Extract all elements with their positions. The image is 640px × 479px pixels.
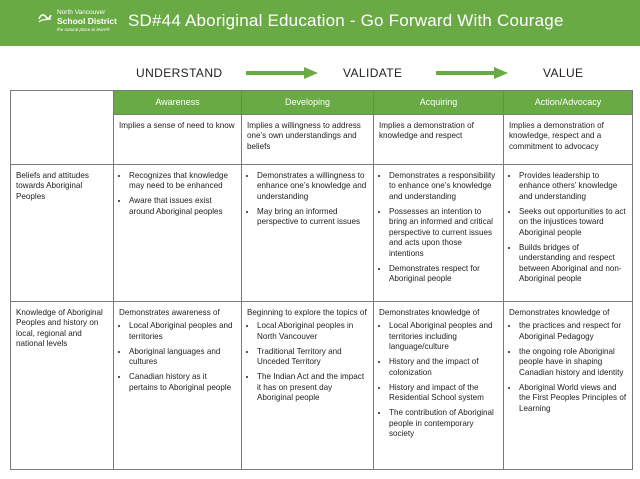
list-item: • History and impact of the Residential School system xyxy=(389,383,498,404)
cell-intro: Demonstrates knowledge of xyxy=(509,307,610,317)
list-item: • the ongoing role Aboriginal people have in shaping Canadian history and identity xyxy=(519,347,627,379)
list-item: • Traditional Territory and Unceded Territory xyxy=(257,347,368,368)
list-item: • Canadian history as it pertains to Aboriginal people xyxy=(129,372,236,393)
cell-intro: Demonstrates knowledge of xyxy=(379,307,480,317)
list-item: • Aware that issues exist around Aboriginal peoples xyxy=(129,196,236,217)
rubric-cell xyxy=(114,164,242,301)
right-arrow-icon xyxy=(436,67,508,79)
wave-logo-icon xyxy=(38,10,52,24)
level-header-row xyxy=(11,91,633,115)
right-arrow-icon xyxy=(246,67,318,79)
corner-cell xyxy=(11,91,114,165)
rubric-cell xyxy=(504,164,633,301)
row-label: Knowledge of Aboriginal Peoples and history on local, regional and national levels xyxy=(11,301,114,469)
descriptor-cell: Implies a willingness to address one’s own understandings and beliefs xyxy=(242,114,374,164)
list-item: • Local Aboriginal peoples and territories xyxy=(129,321,236,342)
list-item: • Aboriginal languages and cultures xyxy=(129,347,236,368)
descriptor-cell: Implies a sense of need to know xyxy=(114,114,242,164)
list-item: • the practices and respect for Aboriginal Pedagogy xyxy=(519,321,627,342)
logo-text-line2: School District xyxy=(57,16,117,26)
rubric-cell xyxy=(242,164,374,301)
list-item: • Demonstrates a willingness to enhance one’s knowledge and understanding xyxy=(257,171,368,203)
logo-text-line1: North Vancouver xyxy=(57,9,106,16)
level-action-advocacy: Action/Advocacy xyxy=(504,91,633,115)
page-title: SD#44 Aboriginal Education - Go Forward With Courage xyxy=(128,11,564,30)
list-item: • Seeks out opportunities to act on the injustices toward Aboriginal people xyxy=(519,207,627,239)
level-awareness: Awareness xyxy=(114,91,242,115)
list-item: • Aboriginal World views and the First Peoples Principles of Learning xyxy=(519,383,627,415)
list-item: • History and the impact of colonization xyxy=(389,357,498,378)
table-row xyxy=(11,164,633,301)
list-item: • Demonstrates a responsibility to enhance one’s knowledge and understanding xyxy=(389,171,498,203)
row-label: Beliefs and attitudes towards Aboriginal Peoples xyxy=(11,164,114,301)
level-acquiring: Acquiring xyxy=(374,91,504,115)
header-banner xyxy=(0,0,640,46)
list-item: • Demonstrates respect for Aboriginal people xyxy=(389,264,498,285)
list-item: • May bring an informed perspective to current issues xyxy=(257,207,368,228)
rubric-cell xyxy=(374,164,504,301)
rubric-table xyxy=(10,90,633,470)
level-developing: Developing xyxy=(242,91,374,115)
cell-intro: Beginning to explore the topics of xyxy=(247,307,367,317)
cell-intro: Demonstrates awareness of xyxy=(119,307,220,317)
stage-value: VALUE xyxy=(543,66,584,80)
list-item: • Provides leadership to enhance others’ knowledge and understanding xyxy=(519,171,627,203)
rubric-cell xyxy=(114,301,242,469)
stage-validate: VALIDATE xyxy=(343,66,403,80)
list-item: • Recognizes that knowledge may need to be enhanced xyxy=(129,171,236,192)
rubric-cell xyxy=(242,301,374,469)
list-item: • Local Aboriginal peoples and territories including language/culture xyxy=(389,321,498,353)
logo-tagline: the natural place to learn® xyxy=(57,27,110,32)
list-item: • The contribution of Aboriginal people in contemporary society xyxy=(389,408,498,440)
stage-understand: UNDERSTAND xyxy=(136,66,223,80)
list-item: • Builds bridges of understanding and respect between Aboriginal and non-Aboriginal people xyxy=(519,243,627,285)
list-item: • Possesses an intention to bring an informed and critical perspective to current issues and acts upon those intentions xyxy=(389,207,498,260)
table-row xyxy=(11,301,633,469)
rubric-cell xyxy=(504,301,633,469)
rubric-cell xyxy=(374,301,504,469)
descriptor-cell: Implies a demonstration of knowledge, respect and a commitment to advocacy xyxy=(504,114,633,164)
list-item: • Local Aboriginal peoples in North Vancouver xyxy=(257,321,368,342)
list-item: • The Indian Act and the impact it has on present day Aboriginal people xyxy=(257,372,368,404)
descriptor-cell: Implies a demonstration of knowledge and respect xyxy=(374,114,504,164)
